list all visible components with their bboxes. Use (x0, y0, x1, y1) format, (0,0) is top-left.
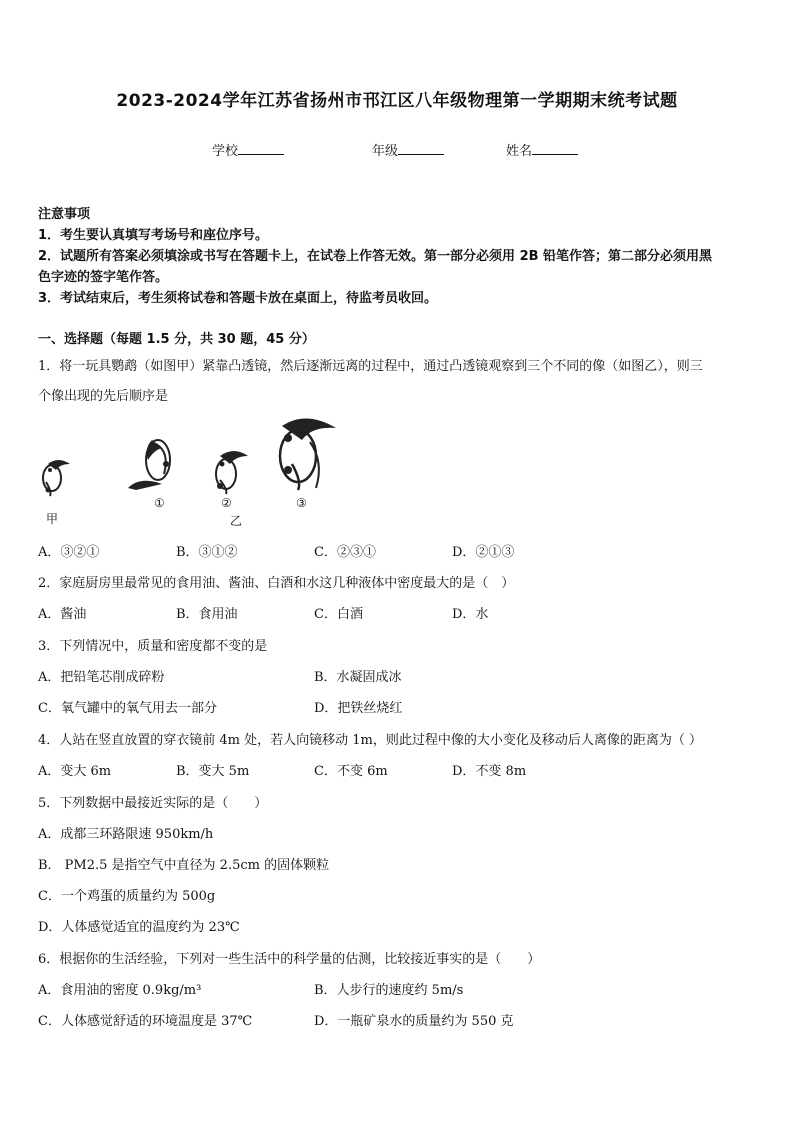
q5-option-b[interactable]: B． PM2.5 是指空气中直径为 2.5cm 的固体颗粒 (38, 858, 330, 873)
q4-option-d[interactable]: D．不变 8m (452, 764, 527, 779)
fig-number-2: ② (221, 496, 232, 510)
q2-option-d[interactable]: D．水 (452, 607, 489, 622)
note-item-3: 3．考试结束后，考生须将试卷和答题卡放在桌面上，待监考员收回。 (38, 291, 438, 306)
name-field[interactable] (506, 140, 578, 159)
q2-option-c[interactable]: C．白酒 (314, 607, 363, 622)
q5-option-c[interactable]: C．一个鸡蛋的质量约为 500g (38, 889, 216, 904)
q6-option-a[interactable]: A．食用油的密度 0.9kg/m³ (38, 983, 202, 998)
grade-label: 年级 (372, 144, 399, 159)
section-heading: 一、选择题（每题 1.5 分，共 30 题，45 分） (38, 332, 315, 347)
q1-option-c[interactable]: C．②③① (314, 545, 376, 560)
q3-option-c[interactable]: C．氧气罐中的氧气用去一部分 (38, 701, 217, 716)
q1-option-d[interactable]: D．②①③ (452, 545, 515, 560)
parrot-figure-1 (126, 434, 182, 494)
q3-text: 3．下列情况中，质量和密度都不变的是 (38, 639, 268, 654)
q1-option-a[interactable]: A．③②① (38, 545, 100, 560)
q6-option-c[interactable]: C．人体感觉舒适的环境温度是 37℃ (38, 1014, 253, 1029)
q1-text-line1: 1．将一玩具鹦鹉（如图甲）紧靠凸透镜，然后逐渐远离的过程中，通过凸透镜观察到三个不同的像（如图乙），则三 (38, 359, 703, 374)
parrot-figure-jia (36, 452, 76, 498)
grade-blank (398, 142, 444, 155)
fig-number-3: ③ (296, 496, 307, 510)
q3-option-a[interactable]: A．把铅笔芯削成碎粉 (38, 670, 165, 685)
q1-text-line2: 个像出现的先后顺序是 (38, 389, 169, 404)
q5-option-a[interactable]: A．成都三环路限速 950km/h (38, 827, 214, 842)
q2-option-b[interactable]: B．食用油 (176, 607, 238, 622)
q6-option-d[interactable]: D．一瓶矿泉水的质量约为 550 克 (314, 1014, 514, 1029)
note-item-1: 1．考生要认真填写考场号和座位序号。 (38, 228, 269, 243)
q6-text: 6．根据你的生活经验，下列对一些生活中的科学量的估测，比较接近事实的是（ ） (38, 952, 541, 967)
name-blank (532, 142, 578, 155)
parrot-figure-2 (206, 444, 252, 496)
note-item-2: 2．试题所有答案必须填涂或书写在答题卡上，在试卷上作答无效。第一部分必须用 2B 铅笔作答；第二部分必须用黑 (38, 249, 713, 264)
school-label: 学校 (212, 144, 239, 159)
q6-option-b[interactable]: B．人步行的速度约 5m/s (314, 983, 464, 998)
q3-option-b[interactable]: B．水凝固成冰 (314, 670, 402, 685)
q4-text: 4．人站在竖直放置的穿衣镜前 4m 处，若人向镜移动 1m，则此过程中像的大小变化及移动后人离像的距离为（ ） (38, 733, 702, 748)
fig-label-jia: 甲 (46, 512, 59, 526)
q5-text: 5．下列数据中最接近实际的是（ ） (38, 796, 268, 811)
q2-text: 2．家庭厨房里最常见的食用油、酱油、白酒和水这几种液体中密度最大的是（ ） (38, 576, 515, 591)
q1-option-b[interactable]: B．③①② (176, 545, 238, 560)
notes-heading: 注意事项 (38, 207, 91, 222)
q5-option-d[interactable]: D．人体感觉适宜的温度约为 23℃ (38, 920, 240, 935)
fig-number-1: ① (154, 496, 165, 510)
fig-label-yi: 乙 (230, 514, 243, 528)
q4-option-b[interactable]: B．变大 5m (176, 764, 250, 779)
parrot-figure-3 (266, 412, 346, 494)
note-item-2-cont: 色字迹的签字笔作答。 (38, 270, 169, 285)
q4-option-c[interactable]: C．不变 6m (314, 764, 388, 779)
q3-option-d[interactable]: D．把铁丝烧红 (314, 701, 403, 716)
name-label: 姓名 (506, 144, 533, 159)
q4-option-a[interactable]: A．变大 6m (38, 764, 112, 779)
school-field[interactable] (212, 140, 284, 159)
page-title: 2023-2024学年江苏省扬州市邗江区八年级物理第一学期期末统考试题 (116, 91, 678, 111)
school-blank (238, 142, 284, 155)
q2-option-a[interactable]: A．酱油 (38, 607, 87, 622)
grade-field[interactable] (372, 140, 444, 159)
